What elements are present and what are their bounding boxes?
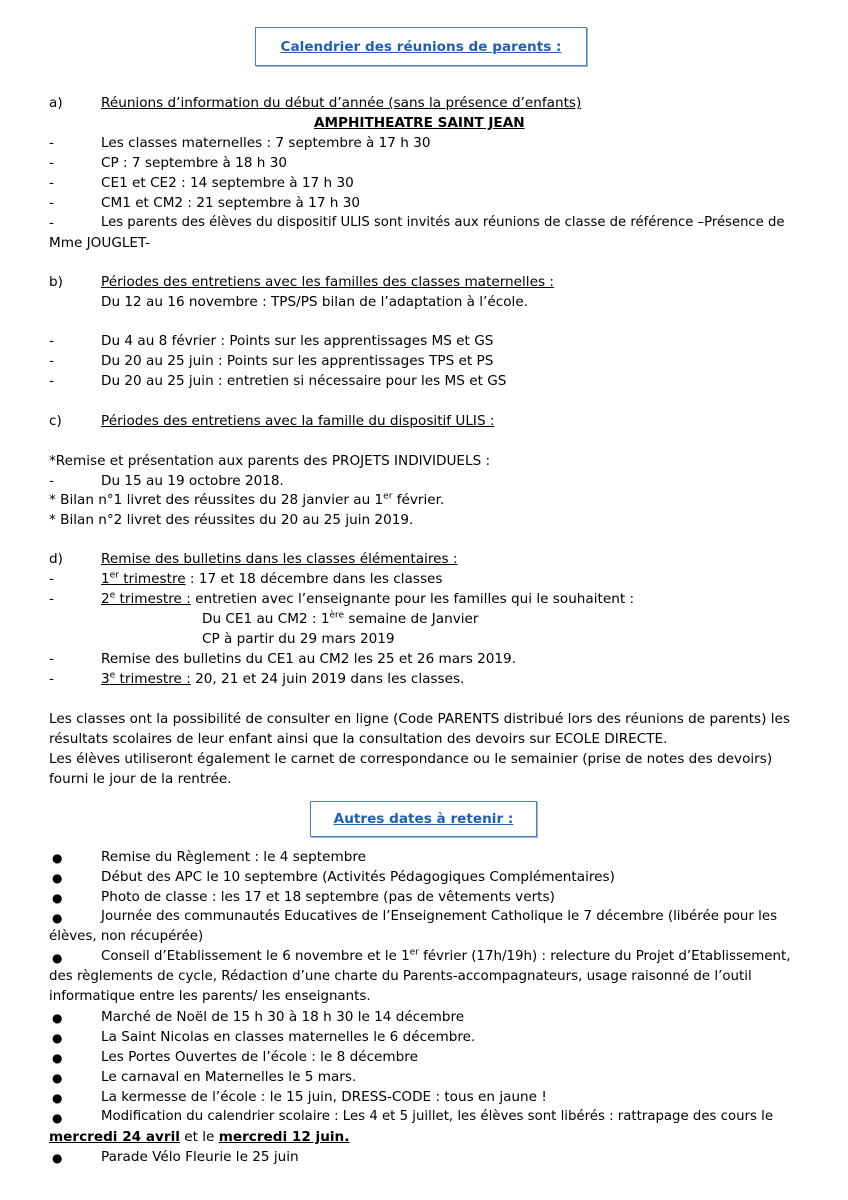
list-item: Du 20 au 25 juin : Points sur les apprentissages TPS et PS: [101, 353, 494, 369]
dash: -: [49, 591, 54, 607]
bilan-1: * Bilan n°1 livret des réussites du 28 janvier au 1er février.: [49, 491, 445, 508]
bullet-icon: ●: [52, 891, 63, 905]
trimestre-2: 2e trimestre : entretien avec l’enseignante pour les familles qui le souhaitent :: [101, 590, 635, 607]
bullet-icon: ●: [52, 1091, 63, 1105]
autres-box: [310, 801, 537, 837]
list-item: Conseil d’Etablissement le 6 novembre et le 1er février (17h/19h) : relecture du Projet d’Etablissement, des règlements de cycle, Rédaction d’une charte du Parents-accompagnateurs, usage raisonné de l’outil informatique entre les parents/ les enseignants.: [49, 947, 791, 1004]
trimestre-2-sub-2: CP à partir du 29 mars 2019: [202, 631, 395, 647]
paragraph: Les élèves utiliseront également le carnet de correspondance ou le semainier (prise de notes des devoirs) fourni le jour de la rentrée.: [49, 751, 773, 787]
list-item: Parade Vélo Fleurie le 25 juin: [101, 1149, 299, 1165]
bullet-icon: ●: [52, 1111, 63, 1125]
section-c-marker: c): [49, 413, 62, 429]
dash: -: [49, 215, 54, 231]
list-item: Début des APC le 10 septembre (Activités Pédagogiques Complémentaires): [101, 869, 615, 885]
remise-line: *Remise et présentation aux parents des PROJETS INDIVIDUELS :: [49, 453, 491, 469]
dash: -: [49, 155, 54, 171]
list-item: La kermesse de l’école : le 15 juin, DRESS-CODE : tous en jaune !: [101, 1089, 547, 1105]
list-item: Les parents des élèves du dispositif ULIS sont invités aux réunions de classe de référence –Présence de: [101, 215, 785, 230]
dash: -: [49, 333, 54, 349]
section-a-marker: a): [49, 95, 63, 111]
trimestre-3: 3e trimestre : 20, 21 et 24 juin 2019 dans les classes.: [101, 670, 465, 687]
list-item: Les classes maternelles : 7 septembre à 17 h 30: [101, 135, 431, 151]
dash: -: [49, 651, 54, 667]
title-box: [255, 27, 587, 66]
bilan-2: * Bilan n°2 livret des réussites du 20 au 25 juin 2019.: [49, 512, 414, 528]
dash: -: [49, 373, 54, 389]
section-d-heading: Remise des bulletins dans les classes élémentaires :: [101, 551, 458, 567]
list-item: Photo de classe : les 17 et 18 septembre (pas de vêtements verts): [101, 889, 555, 905]
list-item: Du 20 au 25 juin : entretien si nécessaire pour les MS et GS: [101, 373, 507, 389]
list-item: CP : 7 septembre à 18 h 30: [101, 155, 287, 171]
remise-bulletins: Remise des bulletins du CE1 au CM2 les 25 et 26 mars 2019.: [101, 651, 517, 667]
paragraph: Les classes ont la possibilité de consulter en ligne (Code PARENTS distribué lors des réunions de parents) les résultats scolaires de leur enfant ainsi que la consultation des devoirs sur ECOLE DIRECTE.: [49, 711, 790, 747]
dash: -: [49, 353, 54, 369]
autres-title: Autres dates à retenir :: [333, 811, 514, 827]
list-item-continuation: mercredi 24 avril et le mercredi 12 juin.: [49, 1129, 350, 1145]
page-title: Calendrier des réunions de parents :: [280, 38, 562, 55]
dash: -: [49, 135, 54, 151]
dash: -: [49, 571, 54, 587]
remise-date: Du 15 au 19 octobre 2018.: [101, 473, 284, 489]
bullet-icon: ●: [52, 851, 63, 865]
dash: -: [49, 671, 54, 687]
dash: -: [49, 195, 54, 211]
list-item: Journée des communautés Educatives de l’Enseignement Catholique le 7 décembre (libérée pour les élèves, non récupérée): [49, 909, 778, 944]
bullet-icon: ●: [52, 911, 63, 925]
trimestre-1: 1er trimestre : 17 et 18 décembre dans les classes: [101, 570, 443, 587]
continuation: Mme JOUGLET-: [49, 235, 150, 251]
dash: -: [49, 175, 54, 191]
trimestre-2-sub-1: Du CE1 au CM2 : 1ère semaine de Janvier: [202, 610, 479, 627]
list-item: Les Portes Ouvertes de l’école : le 8 décembre: [101, 1049, 418, 1065]
section-c-heading: Périodes des entretiens avec la famille du dispositif ULIS :: [101, 413, 495, 429]
bullet-icon: ●: [52, 871, 63, 885]
list-item: CE1 et CE2 : 14 septembre à 17 h 30: [101, 175, 354, 191]
list-item: Le carnaval en Maternelles le 5 mars.: [101, 1069, 357, 1085]
dash: -: [49, 473, 54, 489]
venue: AMPHITHEATRE SAINT JEAN: [314, 115, 525, 131]
section-d-marker: d): [49, 551, 63, 567]
section-a-heading: Réunions d’information du début d’année (sans la présence d’enfants): [101, 95, 582, 111]
bullet-icon: ●: [52, 1051, 63, 1065]
list-item: CM1 et CM2 : 21 septembre à 17 h 30: [101, 195, 361, 211]
bullet-icon: ●: [52, 1011, 63, 1025]
list-item: La Saint Nicolas en classes maternelles le 6 décembre.: [101, 1029, 476, 1045]
list-item: Modification du calendrier scolaire : Les 4 et 5 juillet, les élèves sont libérés : rattrapage des cours le: [101, 1109, 774, 1124]
section-b-marker: b): [49, 274, 63, 290]
section-b-heading: Périodes des entretiens avec les familles des classes maternelles :: [101, 274, 554, 290]
bullet-icon: ●: [52, 1151, 63, 1165]
bullet-icon: ●: [52, 951, 63, 965]
section-b-sub: Du 12 au 16 novembre : TPS/PS bilan de l’adaptation à l’école.: [101, 294, 529, 310]
list-item: Marché de Noël de 15 h 30 à 18 h 30 le 14 décembre: [101, 1009, 465, 1025]
bullet-icon: ●: [52, 1031, 63, 1045]
list-item: Du 4 au 8 février : Points sur les apprentissages MS et GS: [101, 333, 494, 349]
list-item: Remise du Règlement : le 4 septembre: [101, 849, 367, 865]
bullet-icon: ●: [52, 1071, 63, 1085]
